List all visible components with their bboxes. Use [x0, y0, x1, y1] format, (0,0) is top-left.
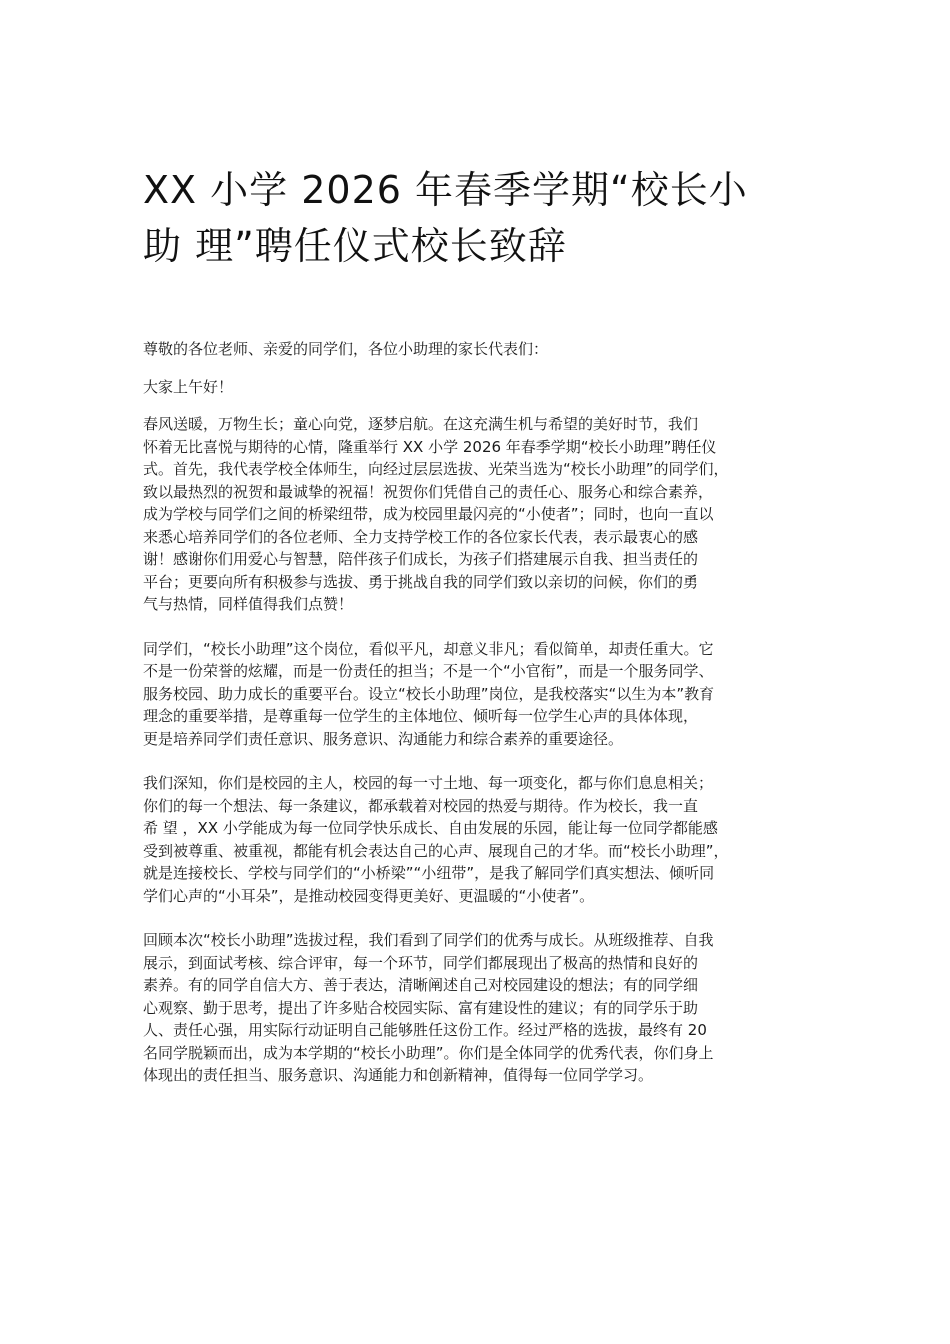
- paragraph-line: 气与热情，同样值得我们点赞！: [143, 595, 354, 613]
- paragraph-line: 来悉心培养同学们的各位老师、全力支持学校工作的各位家长代表，表示最衷心的感: [143, 527, 699, 546]
- paragraph-4: [143, 929, 810, 1087]
- paragraph-line: 谢！感谢你们用爱心与智慧，陪伴孩子们成长，为孩子们搭建展示自我、担当责任的: [143, 550, 699, 568]
- paragraph-line: 素养。有的同学自信大方、善于表达，清晰阐述自己对校园建设的想法；有的同学细: [143, 976, 699, 994]
- paragraph-line: 受到被尊重、被重视，都能有机会表达自己的心声、展现自己的才华。而“校长小助理”，: [143, 841, 729, 860]
- paragraph-line: 你们的每一个想法、每一条建议，都承载着对校园的热爱与期待。作为校长，我一直: [143, 796, 699, 815]
- title-line: XX 小学 2026 年春季学期“校长小: [143, 168, 748, 212]
- paragraph-line: 成为学校与同学们之间的桥梁纽带，成为校园里最闪亮的“小使者”；同时，也向一直以: [143, 505, 714, 523]
- paragraph-1: [143, 413, 810, 616]
- paragraph-line: 名同学脱颖而出，成为本学期的“校长小助理”。你们是全体同学的优秀代表，你们身上: [143, 1043, 714, 1062]
- document-body: [143, 338, 810, 1087]
- paragraph-line: 平台；更要向所有积极参与选拔、勇于挑战自我的同学们致以亲切的问候，你们的勇: [143, 572, 699, 591]
- paragraph-line: 春风送暖，万物生长；童心向党，逐梦启航。在这充满生机与希望的美好时节，我们: [143, 415, 699, 433]
- paragraph-line: 不是一份荣誉的炫耀，而是一份责任的担当；不是一个“小官衔”，而是一个服务同学、: [143, 662, 714, 680]
- paragraph-line: 式。首先，我代表学校全体师生，向经过层层选拔、光荣当选为“校长小助理”的同学们，: [143, 460, 729, 478]
- paragraph-line: 回顾本次“校长小助理”选拔过程，我们看到了同学们的优秀与成长。从班级推荐、自我: [143, 931, 714, 949]
- paragraph-line: 怀着无比喜悦与期待的心情，隆重举行 XX 小学 2026 年春季学期“校长小助理”聘任仪: [143, 437, 717, 456]
- paragraph-line: 理念的重要举措，是尊重每一位学生的主体地位、倾听每一位学生心声的具体体现，: [143, 707, 699, 725]
- paragraph-line: 展示，到面试考核、综合评审，每一个环节，同学们都展现出了极高的热情和良好的: [143, 953, 699, 972]
- salutation: 尊敬的各位老师、亲爱的同学们，各位小助理的家长代表们：: [143, 340, 549, 358]
- paragraph-line: 希 望 ，XX 小学能成为每一位同学快乐成长、自由发展的乐园，能让每一位同学都能感: [143, 819, 718, 837]
- paragraph-2: [143, 638, 810, 751]
- paragraph-line: 心观察、勤于思考，提出了许多贴合校园实际、富有建设性的建议；有的同学乐于助: [143, 998, 699, 1017]
- paragraph-line: 致以最热烈的祝贺和最诚挚的祝福！祝贺你们凭借自己的责任心、服务心和综合素养，: [143, 482, 714, 501]
- paragraph-line: 服务校园、助力成长的重要平台。设立“校长小助理”岗位，是我校落实“以生为本”教育: [143, 684, 715, 703]
- document-title: [143, 162, 810, 274]
- paragraph-line: 更是培养同学们责任意识、服务意识、沟通能力和综合素养的重要途径。: [143, 729, 624, 748]
- paragraph-line: 我们深知，你们是校园的主人，校园的每一寸土地、每一项变化，都与你们息息相关；: [143, 774, 714, 792]
- paragraph-line: 同学们，“校长小助理”这个岗位，看似平凡，却意义非凡；看似简单，却责任重大。它: [143, 639, 714, 658]
- greeting: 大家上午好！: [143, 377, 234, 396]
- paragraph-3: [143, 772, 810, 907]
- paragraph-line: 体现出的责任担当、服务意识、沟通能力和创新精神，值得每一位同学学习。: [143, 1066, 654, 1084]
- paragraph-line: 人、责任心强，用实际行动证明自己能够胜任这份工作。经过严格的选拔，最终有 20: [143, 1021, 707, 1039]
- paragraph-line: 学们心声的“小耳朵”，是推动校园变得更美好、更温暖的“小使者”。: [143, 886, 595, 905]
- title-line: 助 理”聘任仪式校长致辞: [143, 224, 567, 268]
- paragraph-line: 就是连接校长、学校与同学们的“小桥梁”“小纽带”，是我了解同学们真实想法、倾听同: [143, 864, 715, 882]
